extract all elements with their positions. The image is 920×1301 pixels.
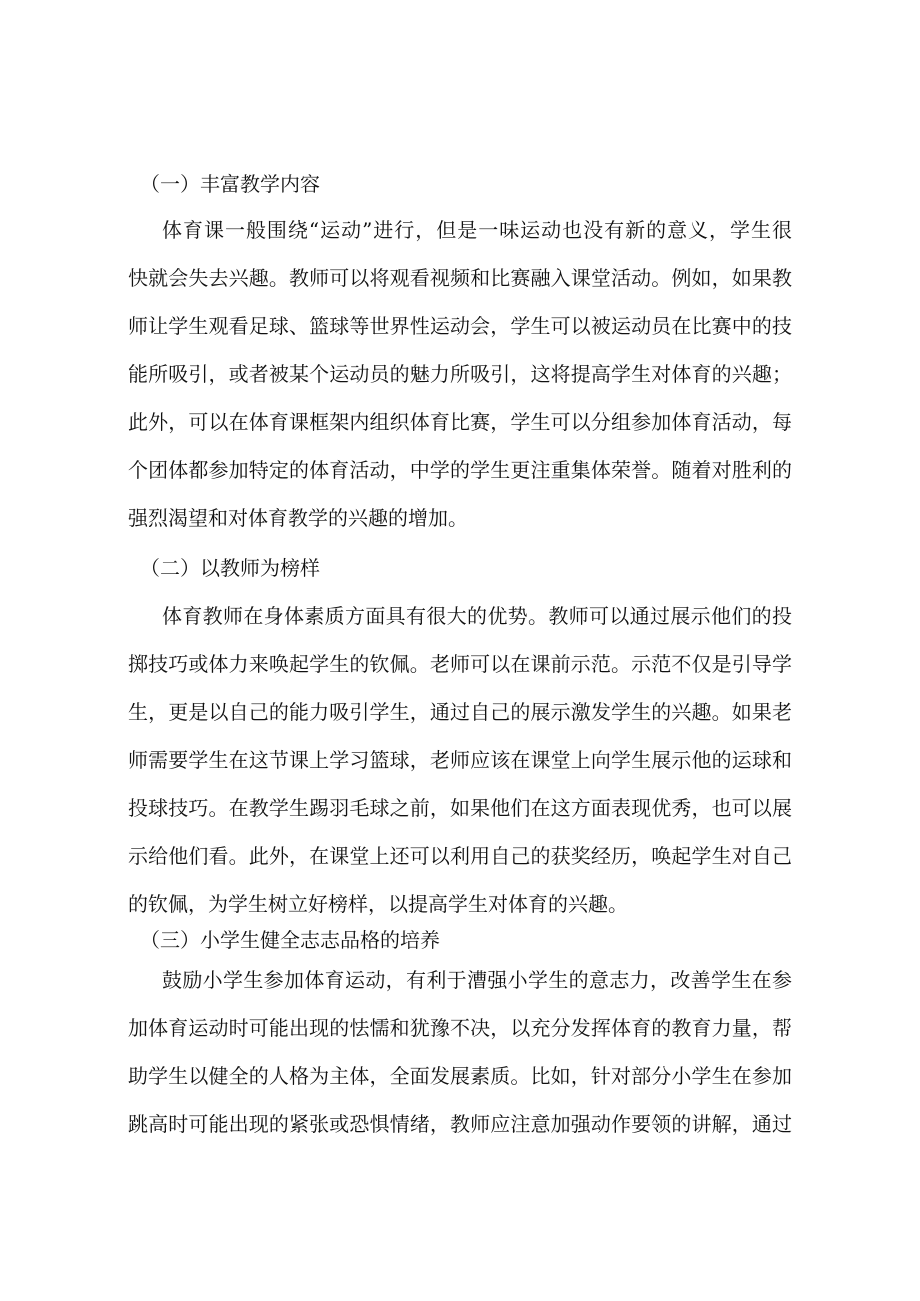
paragraph-line: 鼓励小学生参加体育运动，有利于漕强小学生的意志力，改善学生在参: [162, 968, 792, 992]
paragraph-line: 生，更是以自己的能力吸引学生，通过自己的展示激发学生的兴趣。如果老: [128, 700, 792, 724]
paragraph-line: 加体育运动时可能出现的怯懦和犹豫不决，以充分发挥体育的教育力量，帮: [128, 1016, 792, 1040]
paragraph-line: 掷技巧或体力来唤起学生的钦佩。老师可以在课前示范。示范不仅是引导学: [128, 652, 792, 676]
paragraph-3: [128, 968, 792, 1160]
paragraph-line: 体育教师在身体素质方面具有很大的优势。教师可以通过展示他们的投: [162, 604, 792, 628]
paragraph-2: [128, 604, 792, 940]
paragraph-line: 能所吸引，或者被某个运动员的魅力所吸引，这将提高学生对体育的兴趣；: [128, 362, 792, 386]
paragraph-1: [128, 218, 792, 554]
paragraph-line: 强烈渴望和对体育教学的兴趣的增加。: [128, 506, 468, 530]
paragraph-line: 跳高时可能出现的紧张或恐惧情绪，教师应注意加强动作要领的讲解，通过: [128, 1112, 792, 1136]
paragraph-line: 体育课一般围绕“运动”进行，但是一味运动也没有新的意义，学生很: [162, 218, 792, 242]
paragraph-line: 助学生以健全的人格为主体，全面发展素质。比如，针对部分小学生在参加: [128, 1064, 792, 1088]
paragraph-line: 投球技巧。在教学生踢羽毛球之前，如果他们在这方面表现优秀，也可以展: [128, 796, 792, 820]
paragraph-line: 的钦佩，为学生树立好榜样，以提高学生对体育的兴趣。: [128, 892, 628, 916]
paragraph-line: 个团体都参加特定的体育活动，中学的学生更注重集体荣誉。随着对胜利的: [128, 458, 792, 482]
section-heading-3: （三）小学生健全志志品格的培养: [140, 928, 440, 952]
paragraph-line: 师需要学生在这节课上学习篮球，老师应该在课堂上向学生展示他的运球和: [128, 748, 792, 772]
paragraph-line: 示给他们看。此外，在课堂上还可以利用自己的获奖经历，唤起学生对自己: [128, 844, 792, 868]
section-heading-1: （一）丰富教学内容: [140, 172, 320, 196]
section-heading-2: （二）以教师为榜样: [140, 556, 320, 580]
paragraph-line: 快就会失去兴趣。教师可以将观看视频和比赛融入课堂活动。例如，如果教: [128, 266, 792, 290]
paragraph-line: 此外，可以在体育课框架内组织体育比赛，学生可以分组参加体育活动，每: [128, 410, 792, 434]
paragraph-line: 师让学生观看足球、篮球等世界性运动会，学生可以被运动员在比赛中的技: [128, 314, 792, 338]
